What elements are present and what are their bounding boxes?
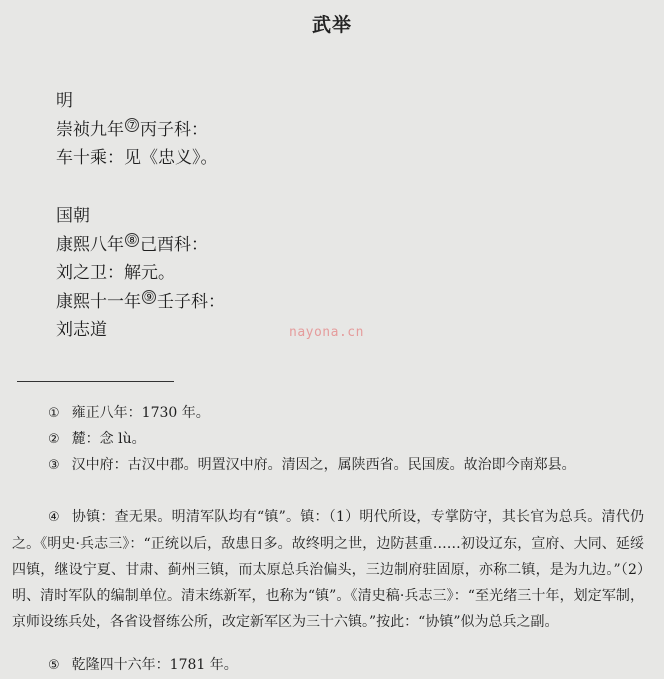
dynasty-heading-ming: 明 [56,91,73,111]
exam-year: 康熙十一年 [56,292,141,312]
footnote-text: 协镇：查无果。明清军队均有“镇”。镇：（1）明代所设，专掌防守，其长官为总兵。清代仍之。《明史·兵志三》：“正统以后，敌患日多。故终明之世，边防甚重……初设辽东，宣府、大同、延绥四镇，继设宁夏、甘肃、蓟州三镇，而太原总兵治偏头，三边制府驻固原，亦称二镇，是为九边。”（2）明、清时军队的编制单位。清末练新军，也称为“镇”。《清史稿·兵志三》：“至光绪三十年，划定军制，京师设练兵处，各省设督练公所，改定新军区为三十六镇。”按此：“协镇”似为总兵之副。 [12,509,644,630]
exam-suffix: 己酉科： [140,235,208,255]
entry-line-liu-zhiwei: 刘之卫：解元。 [56,263,175,283]
footnote-4 [12,504,644,635]
exam-line-kangxi-8 [56,233,208,256]
footnote-1 [12,400,644,427]
exam-year: 康熙八年 [56,235,124,255]
exam-suffix: 丙子科： [140,120,208,140]
footnote-text: 乾隆四十六年：1781 年。 [71,657,238,673]
exam-year: 崇祯九年 [56,120,124,140]
page-title: 武举 [311,14,352,36]
footnote-number: ③ [48,458,60,473]
footnote-2 [12,426,644,453]
footnote-number: ④ [48,510,60,525]
dynasty-heading-guochao: 国朝 [56,206,90,226]
footnote-5-partial [12,652,644,673]
footnote-divider [17,381,174,382]
footnote-text: 雍正八年：1730 年。 [71,405,210,421]
footnote-3 [12,452,644,479]
exam-line-kangxi-11 [56,290,225,313]
footnote-number: ② [48,432,60,447]
entry-line-liu-zhidao: 刘志道 [56,320,107,340]
entry-line-che: 车十乘：见《忠义》。 [56,148,218,168]
footnote-ref-7[interactable]: ⑦ [126,118,138,132]
exam-line-chongzhen [56,118,208,141]
footnote-number: ⑤ [48,658,60,673]
footnote-ref-9[interactable]: ⑨ [143,290,155,304]
footnote-text: 麓：念 lù。 [71,431,146,447]
footnote-ref-8[interactable]: ⑧ [126,233,138,247]
exam-suffix: 壬子科： [157,292,225,312]
footnote-number: ① [48,406,60,421]
watermark-text: nayona.cn [289,325,364,340]
footnote-text: 汉中府：古汉中郡。明置汉中府。清因之，属陕西省。民国废。故治即今南郑县。 [71,457,576,473]
